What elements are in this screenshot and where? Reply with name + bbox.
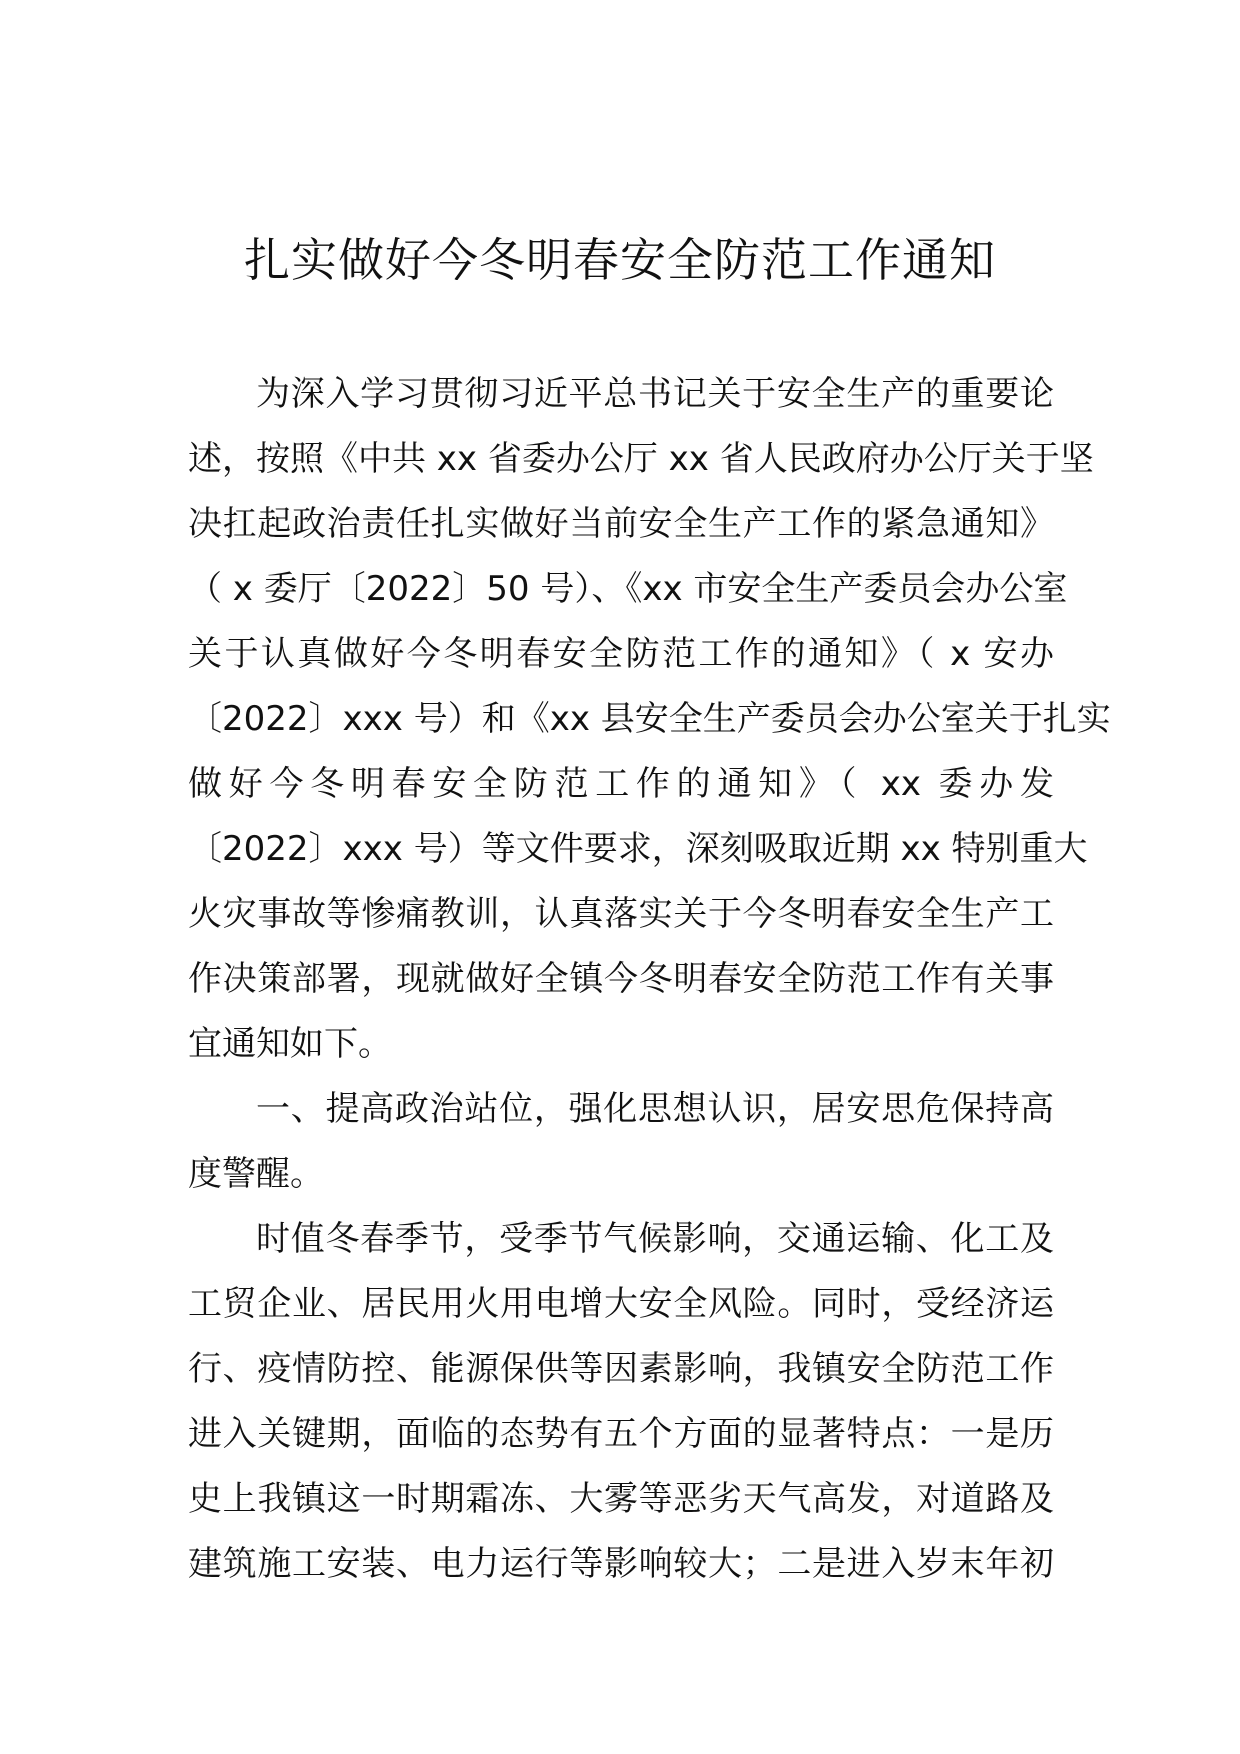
text-line: 为深入学习贯彻习近平总书记关于安全生产的重要论 <box>256 374 1054 414</box>
text-line: 史上我镇这一时期霜冻、大雾等恶劣天气高发，对道路及 <box>188 1479 1054 1519</box>
paragraph-intro <box>188 362 1111 1077</box>
document-body <box>188 362 1111 1597</box>
text-line: 〔2022〕xxx 号）和《xx 县安全生产委员会办公室关于扎实 <box>188 699 1111 739</box>
text-line: 行、疫情防控、能源保供等因素影响，我镇安全防范工作 <box>188 1349 1054 1389</box>
text-line: 决扛起政治责任扎实做好当前安全生产工作的紧急通知》 <box>188 504 1054 544</box>
text-line: 作决策部署，现就做好全镇今冬明春安全防范工作有关事 <box>188 959 1054 999</box>
document-title: 扎实做好今冬明春安全防范工作通知 <box>244 233 996 287</box>
paragraph-situation <box>188 1207 1054 1597</box>
heading-line: 度警醒。 <box>188 1154 324 1194</box>
text-line: 进入关键期，面临的态势有五个方面的显著特点：一是历 <box>188 1414 1054 1454</box>
text-line: 关于认真做好今冬明春安全防范工作的通知》（ x 安办 <box>188 634 1054 674</box>
text-line: 时值冬春季节，受季节气候影响，交通运输、化工及 <box>256 1219 1054 1259</box>
text-line: 建筑施工安装、电力运行等影响较大；二是进入岁末年初 <box>188 1544 1054 1584</box>
text-line: 工贸企业、居民用火用电增大安全风险。同时，受经济运 <box>188 1284 1054 1324</box>
text-line: 述，按照《中共 xx 省委办公厅 xx 省人民政府办公厅关于坚 <box>188 439 1094 479</box>
text-line: 火灾事故等惨痛教训，认真落实关于今冬明春安全生产工 <box>188 894 1054 934</box>
text-line: 〔2022〕xxx 号）等文件要求，深刻吸取近期 xx 特别重大 <box>188 829 1088 869</box>
section-heading-1 <box>188 1077 1054 1207</box>
text-line: 做好今冬明春安全防范工作的通知》（ xx 委办发 <box>188 764 1054 804</box>
text-line: （ x 委厅〔2022〕50 号）、《xx 市安全生产委员会办公室 <box>188 569 1068 609</box>
text-line: 宜通知如下。 <box>188 1024 392 1064</box>
heading-line: 一、提高政治站位，强化思想认识，居安思危保持高 <box>256 1089 1054 1129</box>
